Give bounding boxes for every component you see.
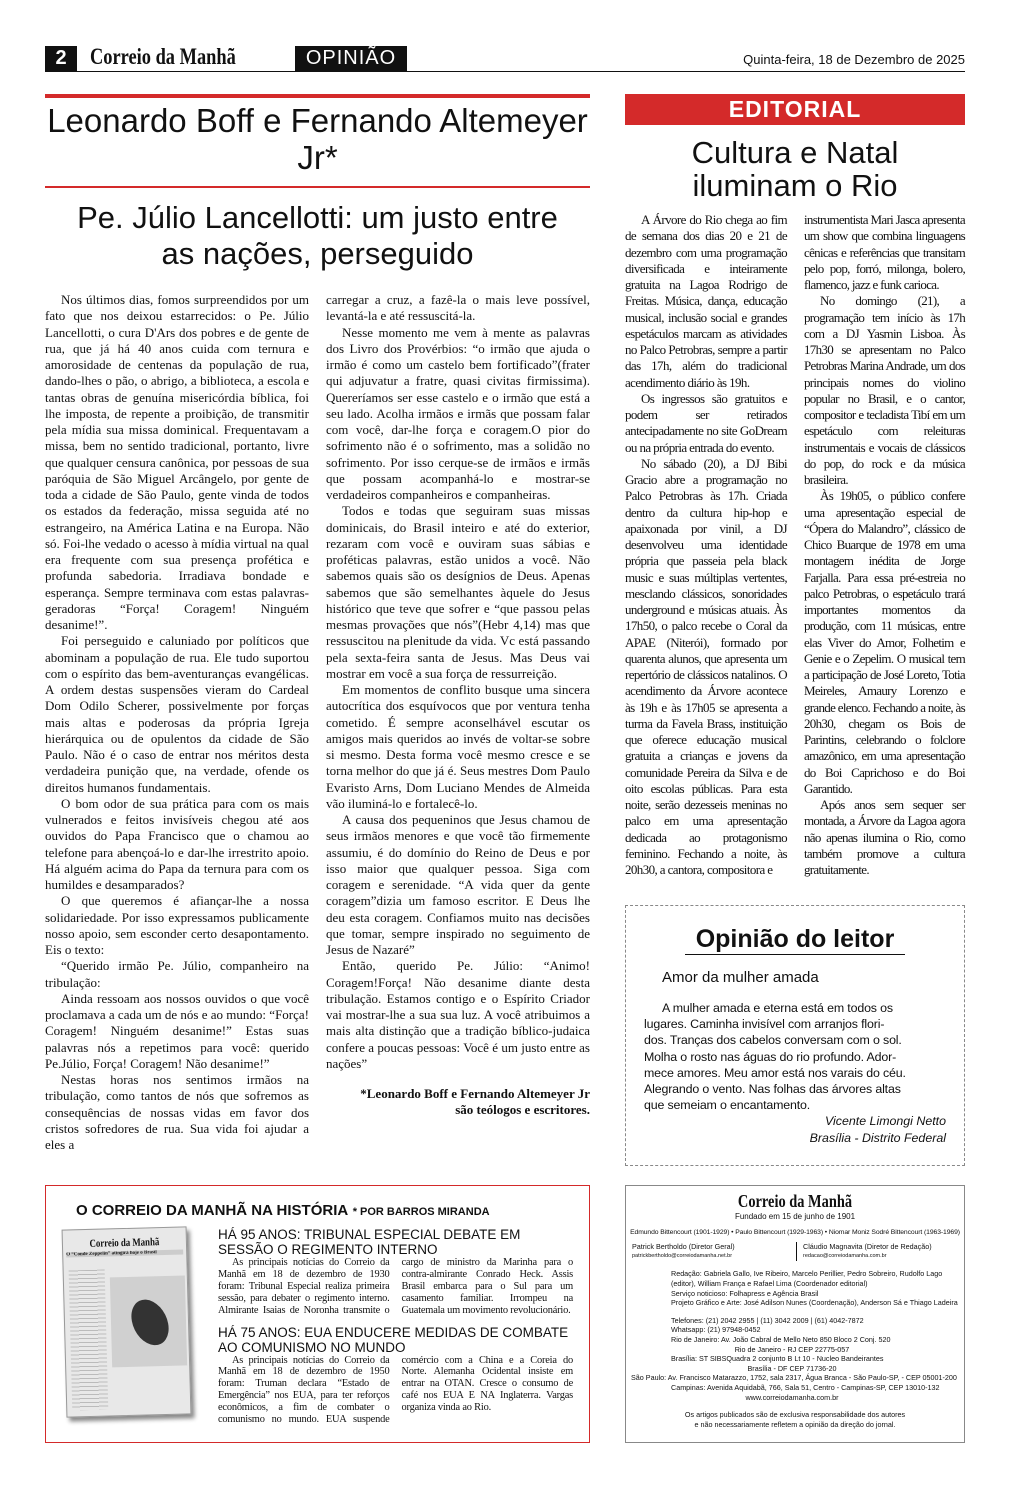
paragraph: Foi perseguido e caluniado por políticos que abominam a população de rua. Ele tudo suportou com o espírito das bem-aventuranças evangélicas. A ordem destas suspensões vieram do Cardeal Dom Odilo Scherer, possivelmente por forças mais altas e poderosas da própria Igreja hierárquica ou de opulentos da cidade de São Paulo. Não é o caso de entrar nos méritos desta verdadeira punição que, na verdade, ofende os direitos humanos fundamentais.	[45, 633, 309, 795]
history-box	[45, 1185, 590, 1443]
staff-line: Redação: Gabriela Gallo, Ive Ribeiro, Marcelo Perillier, Pedro Sobreiro, Rudolfo Lago (editor), William França e Rafael Lima (Coordenador editorial)	[671, 1269, 943, 1288]
reader-location: Brasília - Distrito Federal	[809, 1130, 946, 1145]
section-label: OPINIÃO	[295, 46, 407, 71]
paragraph: Às 19h05, o público confere uma apresentação especial de “Ópera do Malandro”, clássico de Chico Buarque de 1978 em uma montagem inédita de Jorge Farjalla. Para essa pré-estreia no palco Petrobras, o espetáculo trará importantes momentos da produção, com 11 músicas, entre elas Viver do Amor, Folhetim e Genie e o Zepelim. O musical tem a participação de José Loreto, Totia Meireles, Amaury Lorenzo e grande elenco. Fechando a noite, às 20h30, chegam os Bois de Parintins, celebrando o folclore amazônico, em uma apresentação do Boi Caprichoso e do Boi Garantido.	[804, 488, 965, 796]
staff-line: Serviço noticioso: Folhapress e Agência Brasil	[671, 1288, 819, 1298]
paragraph: carregar a cruz, a fazê-la o mais leve possível, levantá-la e até ressuscitá-la.	[326, 292, 590, 324]
poem-line: Molha o rosto nas águas do rio profundo. Ador-	[644, 1049, 897, 1064]
history-item-text: As principais notícias do Correio da Manhã em 18 de dezembro de 1930 foram: Tribunal Especial realiza primeira sessão, para debater o regimento interno. Almirante Isaias de Noronha transmite o cargo de ministro da Marinha para o contra-almirante Conrado Heck. Assis Brasil embarca para o Sul para um casamento familiar. Irrompeu na Guatemala um movimento revolucionário.	[218, 1257, 573, 1316]
article-column-2	[326, 292, 590, 1072]
editorial-column-1	[625, 212, 787, 878]
poem-line: que semeiam o encantamento.	[644, 1098, 811, 1113]
contact-line: Campinas: Avenida Aquidabã, 766, Sala 51, Centro - Campinas-SP, CEP 13010-132	[671, 1382, 940, 1392]
director-editorial	[803, 1242, 932, 1261]
clipping-masthead: Correio da Manhã	[89, 1236, 160, 1250]
reader-opinion-title: Opinião do leitor	[695, 925, 895, 953]
paragraph: A Árvore do Rio chega ao fim de semana dos dias 20 e 21 de dezembro com uma programação diversificada e inteiramente gratuita na Lagoa Rodrigo de Freitas. Música, dança, educação musical, inclusão social e grandes espetáculos marcam as atividades no Palco Petrobras, sempre a partir das 17h, além do tradicional acendimento diário às 19h.	[625, 212, 787, 390]
history-item	[218, 1227, 573, 1317]
masthead-box	[625, 1185, 965, 1443]
issue-date: Quinta-feira, 18 de Dezembro de 2025	[743, 52, 965, 67]
contact-line: Telefones: (21) 2042 2955 | (11) 3042 2009 | (61) 4042-7872	[671, 1315, 864, 1325]
contact-line: Brasília: ST SIBSQuadra 2 conjunto B Lt 10 - Nucleo Bandeirantes	[671, 1354, 884, 1364]
editorial-label: EDITORIAL	[625, 94, 965, 125]
contact-line: Whatsapp: (21) 97948-0452	[671, 1325, 761, 1335]
website-link[interactable]: www.correiodamanha.com.br	[745, 1392, 839, 1402]
article-column-1	[45, 292, 309, 1153]
contact-line: Rio de Janeiro - RJ CEP 22775-057	[734, 1344, 850, 1354]
history-title-row	[76, 1202, 589, 1221]
paragraph: Nestas horas nos sentimos irmãos na tribulação, como tantos de nós que sofremos as consequências de nossas vidas em favor dos cristos sofredores de rua. Sua vida foi ajudar a eles a	[45, 1072, 309, 1152]
page-number: 2	[45, 46, 77, 71]
paragraph: Nos últimos dias, fomos surpreendidos por um fato que nos deixou estarrecidos: o Pe. Júlio Lancellotti, o cura D'Ars dos pobres e de gente de rua, que já há 40 anos cuida com ternura e amorosidade de centenas da população de rua, dando-lhes o pão, o abrigo, a biblioteca, a escola e tantas obras de genuína misericórdia bíblica, foi lhe imposta, de repente a proibição, de transmitir pela mídia sua missa dominical. Frequentavam a missa, bem no sentido tradicional, portanto, livre que qualquer censura canônica, por pessoas de sua paróquia de São Miguel Arcângelo, por gente de toda a cidade de São Paulo, gente vinda de todos os estados da federação, missa seguida até no estrangeiro, na América Latina e na Europa. Não só. Foi-lhe vedado o acesso à mídia virtual na qual era frequente com sua presença profética e profunda sabedoria. Irradiava bondade e esperança. Sempre terminava com estas palavras-geradoras “Força! Coragem! Ninguém desanime!”.	[45, 292, 309, 632]
paragraph: Ainda ressoam aos nossos ouvidos o que você proclamava a cada um de nós e ao mundo: “Força! Coragem! Ninguém desanime!” Estas suas palavras nós a repetimos para você: querido Pe.Júlio, Força! Coragem! Não desanime!”	[45, 990, 309, 1071]
history-item-headline: HÁ 95 ANOS: TRIBUNAL ESPECIAL DEBATE EM SESSÃO O REGIMENTO INTERNO	[218, 1227, 521, 1257]
contact-line: Rio de Janeiro: Av. João Cabral de Mello Neto 850 Bloco 2 Conj. 520	[671, 1334, 891, 1344]
editorial-column-2	[804, 212, 965, 878]
paragraph: Então, querido Pe. Júlio: “Animo! Coragem!Força! Não desanime diante desta tribulação. Estamos contigo e o Espírito Criador vai mostrar-lhe a sua sua luz. A você atribuimos a mais alta distinção que a tradição bíblico-judaica confere a poucas pessoas: Você é um justo entre as nações”	[326, 958, 590, 1071]
history-item	[218, 1325, 573, 1426]
article-top-rule	[45, 94, 590, 98]
paragraph: O que queremos é afiançar-lhe a nossa solidariedade. Por isso expressamos publicamente nosso apoio, sem esconder certo desapontamento. Eis o texto:	[45, 893, 309, 957]
history-items	[218, 1227, 573, 1426]
poem-title: Amor da mulher amada	[662, 969, 819, 986]
disclaimer	[626, 1410, 964, 1429]
paragraph: No domingo (21), a programação tem início às 17h com a DJ Yasmin Lisboa. Às 17h30 se apresentam no Palco Petrobras Marina Andrade, um dos principais nomes do violino popular no Brasil, e o cantor, compositor e tecladista Tibí em um espetáculo com releituras instrumentais e vocais de clássicos do pop, do rock e da música brasileira.	[804, 293, 965, 487]
editorial-title: Cultura e Natal iluminam o Rio	[691, 135, 899, 203]
history-title: O CORREIO DA MANHÃ NA HISTÓRIA	[76, 1202, 349, 1219]
director-name: Patrick Bertholdo (Diretor Geral)	[632, 1242, 735, 1252]
staff-credits	[671, 1269, 958, 1307]
title-underline	[685, 954, 905, 955]
founded-date: Fundado em 15 de junho de 1901	[734, 1212, 856, 1221]
poem-line: lugares. Caminha invisível com arranjos flori-	[644, 1017, 885, 1032]
signature-line: são teólogos e escritores.	[455, 1102, 590, 1117]
article-authors: Leonardo Boff e Fernando Altemeyer Jr*	[47, 102, 588, 176]
masthead-logo: Correio da Manhã	[737, 1191, 853, 1211]
poem-line: A mulher amada e eterna está em todos os	[662, 1001, 893, 1015]
article-column-2-wrap	[326, 292, 590, 1118]
reader-signature	[626, 1113, 946, 1145]
contacts	[631, 1315, 958, 1402]
disclaimer-line: Os artigos publicados são de exclusiva responsabilidade dos autores	[684, 1410, 906, 1420]
contact-line: São Paulo: Av. Francisco Matarazzo, 1752, sala 2317, Água Branca - São Paulo-SP, - CEP 05001-200	[631, 1373, 957, 1383]
staff-line: Projeto Gráfico e Arte: José Adilson Nunes (Coordenação), Anderson Sá e Thiago Ladeira	[671, 1298, 958, 1308]
zeppelin-shape	[124, 1293, 176, 1351]
paragraph: Em momentos de conflito busque uma sincera autocrítica dos esquívocos que por ventura tenha cometido. É sempre aconselhável escutar os amigos mais queridos ao invés de voltar-se sobre si mesmo. Desta forma você mesmo cresce e se torna melhor do que já é. Seus mestres Dom Paulo Evaristo Arns, Dom Luciano Mendes de Almeida vão iluminá-lo e fortalecê-lo.	[326, 682, 590, 811]
paragraph: Os ingressos são gratuitos e podem ser retirados antecipadamente no site GoDream ou na própria entrada do evento.	[625, 390, 787, 455]
paragraph: O bom odor de sua prática para com os mais vulnerados e feitos invisíveis chegou até aos ouvidos do Papa Francisco que o chamou ao telefone para abençoá-lo e dar-lhe irrestrito apoio. Há alguém acima do Papa da ternura para com os humildes e desamparados?	[45, 795, 309, 892]
directors	[632, 1242, 964, 1261]
paragraph: No sábado (20), a DJ Bibi Gracio abre a programação no Palco Petrobras às 17h. Criada dentro da cultura hip-hop e apaixonada por vinil, a DJ desenvolveu uma identidade própria que passeia pela black music e suas múltiplas vertentes, mesclando clássicos, sonoridades underground e músicas atuais. Às 17h50, o palco recebe o Coral da APAE (Niterói), formado por quarenta alunos, que apresenta um repertório de clássicos natalinos. O acendimento da Árvore acontece às 19h e às 17h05 se apresenta a turma da Favela Brass, instituição que oferece educação musical gratuita a crianças e jovens da comunidade Pereira da Silva e de oito escolas públicas. Para esta noite, serão dezesseis meninas no palco em uma apresentação dedicada ao protagonismo feminino. Fechando a noite, às 20h30, a cantora, compositora e	[625, 455, 787, 877]
founders: Edmundo Bittencourt (1901-1929) • Paulo Bittencourt (1929-1963) • Niomar Moniz Sodré Bittencourt (1963-1969)	[630, 1228, 960, 1236]
newspaper-logo: Correio da Manhã	[90, 44, 236, 69]
history-byline: * POR BARROS MIRANDA	[352, 1206, 490, 1218]
poem-line: mece amores. Meu amor está nos varais do céu.	[644, 1065, 906, 1080]
paragraph: Todos e todas que seguiram suas missas dominicais, do Brasil inteiro e até do exterior, rezaram com você e ouviram suas sábias e proféticas palavras, estão unidos a você. Não sabemos quais são os desígnios de Deus. Apenas sabemos que são semelhantes àquele do Jesus histórico que teve que sofrer e “que passou pelas mesmas provações que nós”(Hebr 4,14) mas que ressuscitou na plenitude da vida. Vc está passando pela sexta-feira santa de Jesus. Mas Deus vai mostrar em você a sua força de ressurreição.	[326, 503, 590, 681]
newspaper-clipping-image	[62, 1226, 192, 1417]
director-general	[632, 1242, 797, 1261]
article-author-rule	[45, 186, 590, 188]
paragraph: Nesse momento me vem à mente as palavras dos Livro dos Provérbios: “o irmão que ajuda o irmão é como um castelo bem fortificado”(frater qui adjuvatur a fratre, quasi civitas firmissima). Quereríamos ser esse castelo e o irmão que está a seu lado. Acolha irmãos e irmãs que possam falar com você, dar-lhe força e coragem.O pior do sofrimento não é o sofrimento, mas a solidão no sofrimento. Por isso cerque-se de irmãos e irmãs que possam acompanhá-lo e mostrar-se verdadeiros companheiros e companheiras.	[326, 324, 590, 502]
history-item-text: As principais notícias do Correio da Manhã em 18 de dezembro de 1950 foram: Truman declara “Estado de Emergência” nos EUA, para ter reforços econômicos, a fim de combater o comunismo no mundo. EUA suspende comércio com a China e a Coreia do Norte. Alemanha Ocidental insiste em entrar na OTAN. Cresce o consumo de café nos EUA E NA Inglaterra. Vargas organiza vinda ao Rio.	[218, 1354, 573, 1426]
paragraph: A causa dos pequeninos que Jesus chamou de seus irmãos menores e que você tão firmemente assumiu, é do domínio do Reino de Deus e por isso maior que qualquer pessoa. Siga com coragem e serenidade. “A vida quer da gente coragem”dizia um famoso escritor. E Deus lhe deu esta coragem. Confiamos muito nas decisões que tomar, sempre inspirado no seguimento de Jesus de Nazaré”	[326, 812, 590, 957]
paragraph: instrumentista Mari Jasca apresenta um show que combina linguagens cênicas e referências que transitam pelo pop, forró, milonga, bolero, flamenco, jazz e funk carioca.	[804, 212, 965, 292]
article-title: Pe. Júlio Lancellotti: um justo entre as nações, perseguido	[77, 200, 558, 271]
paragraph: Após anos sem sequer ser montada, a Árvore da Lagoa agora não apenas ilumina o Rio, como também promove a cultura gratuitamente.	[804, 797, 965, 877]
poem-text	[644, 1000, 964, 1113]
history-item-headline: HÁ 75 ANOS: EUA ENDUCERE MEDIDAS DE COMBATE AO COMUNISMO NO MUNDO	[218, 1324, 569, 1355]
clipping-text	[69, 1270, 109, 1411]
reader-name: Vicente Limongi Netto	[825, 1114, 946, 1129]
paragraph: “Querido irmão Pe. Júlio, companheiro na tribulação:	[45, 958, 309, 990]
header-divider	[45, 71, 965, 72]
author-signature	[326, 1086, 590, 1118]
poem-line: dos. Tranças dos cabelos conversam com o sol.	[644, 1033, 902, 1048]
director-email[interactable]: patrickbertholdo@correiodamanha.net.br	[632, 1252, 733, 1259]
contact-line: Brasília - DF CEP 71736-20	[747, 1363, 837, 1373]
poem-line: Alegrando o vento. Nas folhas das árvores altas	[644, 1082, 901, 1097]
reader-opinion-box	[625, 905, 965, 1166]
director-name: Cláudio Magnavita (Diretor de Redação)	[803, 1242, 932, 1252]
disclaimer-line: e não necessariamente refletem a opinião da direção do jornal.	[694, 1419, 896, 1429]
clipping-photo	[110, 1275, 187, 1367]
signature-line: *Leonardo Boff e Fernando Altemeyer Jr	[360, 1086, 590, 1101]
director-email[interactable]: redacao@correiodamanha.com.br	[803, 1252, 887, 1259]
clipping-headline: O “Conde Zeppelin” atingirá hoje o Brasil	[66, 1249, 183, 1257]
